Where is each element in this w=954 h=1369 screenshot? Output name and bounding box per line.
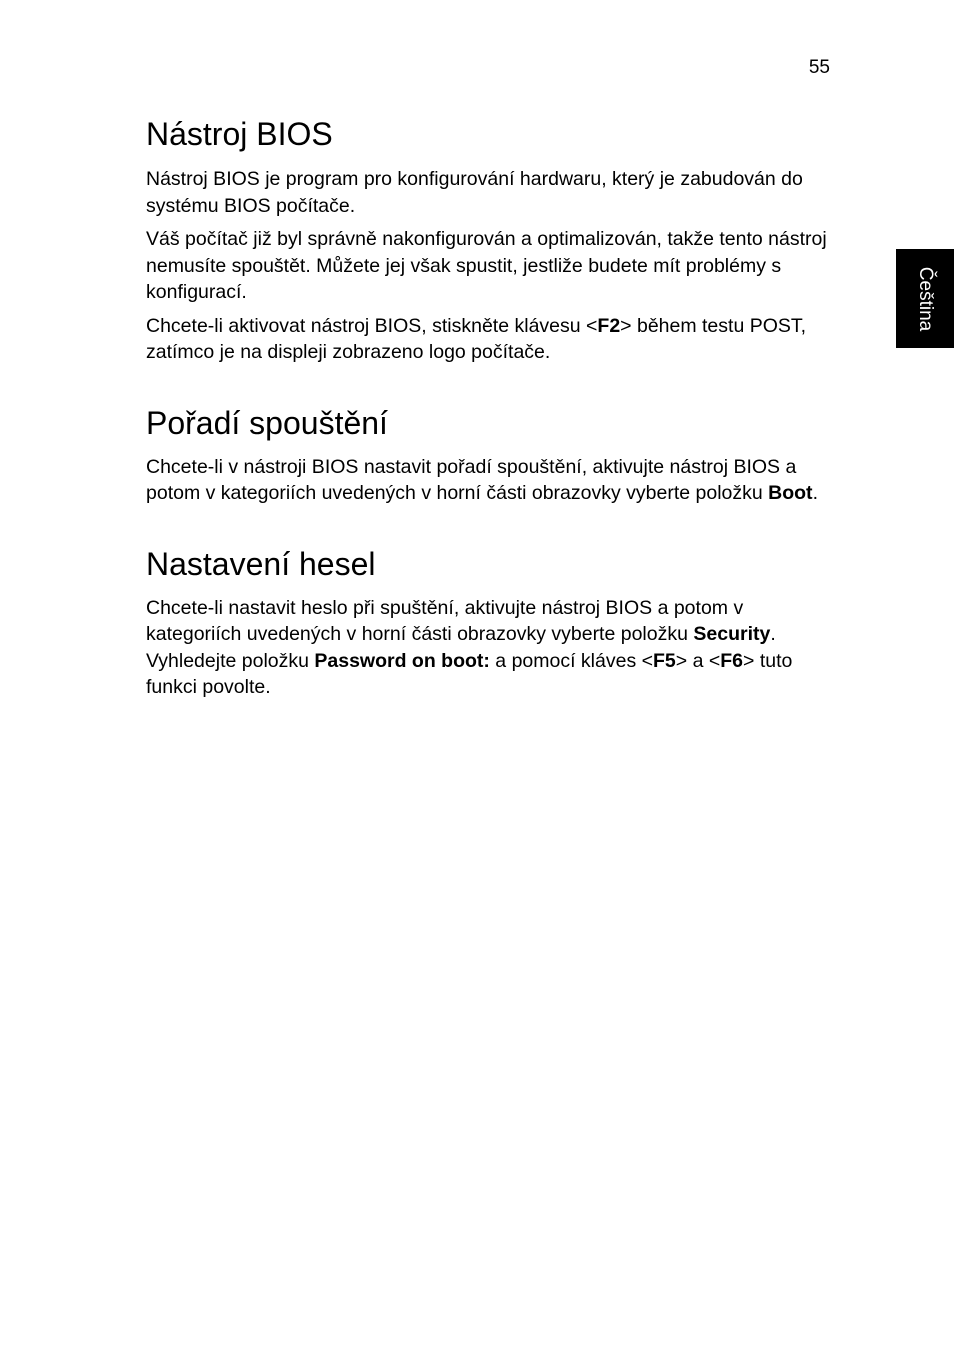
text-run: . Vyhledejte položku (146, 623, 776, 672)
paragraph (146, 313, 836, 366)
key-name: F6 (720, 649, 744, 672)
text-run: > a < (675, 649, 721, 672)
page-number: 55 (808, 57, 830, 78)
section-password-settings (146, 544, 836, 701)
text-run: a pomocí kláves < (489, 649, 654, 672)
key-name: F2 (597, 314, 621, 337)
text-run: Chcete-li nastavit heslo při spuštění, aktivujte nástroj BIOS a potom v kategoriích uvedených v horní části obrazovky vyberte položku (146, 596, 744, 645)
menu-item-name: Security (693, 623, 771, 645)
key-name: F5 (653, 649, 676, 672)
text-run: . (812, 482, 818, 504)
option-name: Password on boot: (314, 649, 490, 672)
paragraph: Váš počítač již byl správně nakonfigurován a optimalizován, takže tento nástroj nemusíte spouštět. Můžete jej však spustit, jestliže budete mít problémy s konfigurací. (146, 228, 827, 303)
paragraph (146, 595, 836, 701)
text-run: Chcete-li aktivovat nástroj BIOS, stiskněte klávesu < (146, 314, 598, 337)
section-bios-utility (146, 114, 836, 366)
section-title: Pořadí spouštění (146, 404, 388, 441)
text-run: Chcete-li v nástroji BIOS nastavit pořadí spouštění, aktivujte nástroj BIOS a potom v kategoriích uvedených v horní části obrazovky vyberte položku (146, 455, 797, 504)
menu-item-name: Boot (768, 482, 813, 504)
page-content (146, 114, 836, 708)
section-boot-sequence (146, 403, 836, 507)
section-title: Nástroj BIOS (146, 116, 333, 152)
text-run: > tuto funkci povolte. (146, 649, 793, 698)
language-tab-label: Čeština (915, 266, 936, 331)
text-run: > během testu POST, zatímco je na displeji zobrazeno logo počítače. (146, 314, 807, 363)
language-tab (896, 249, 954, 348)
section-title: Nastavení hesel (146, 545, 376, 582)
paragraph (146, 454, 836, 507)
paragraph: Nástroj BIOS je program pro konfigurování hardwaru, který je zabudován do systému BIOS počítače. (146, 168, 803, 217)
